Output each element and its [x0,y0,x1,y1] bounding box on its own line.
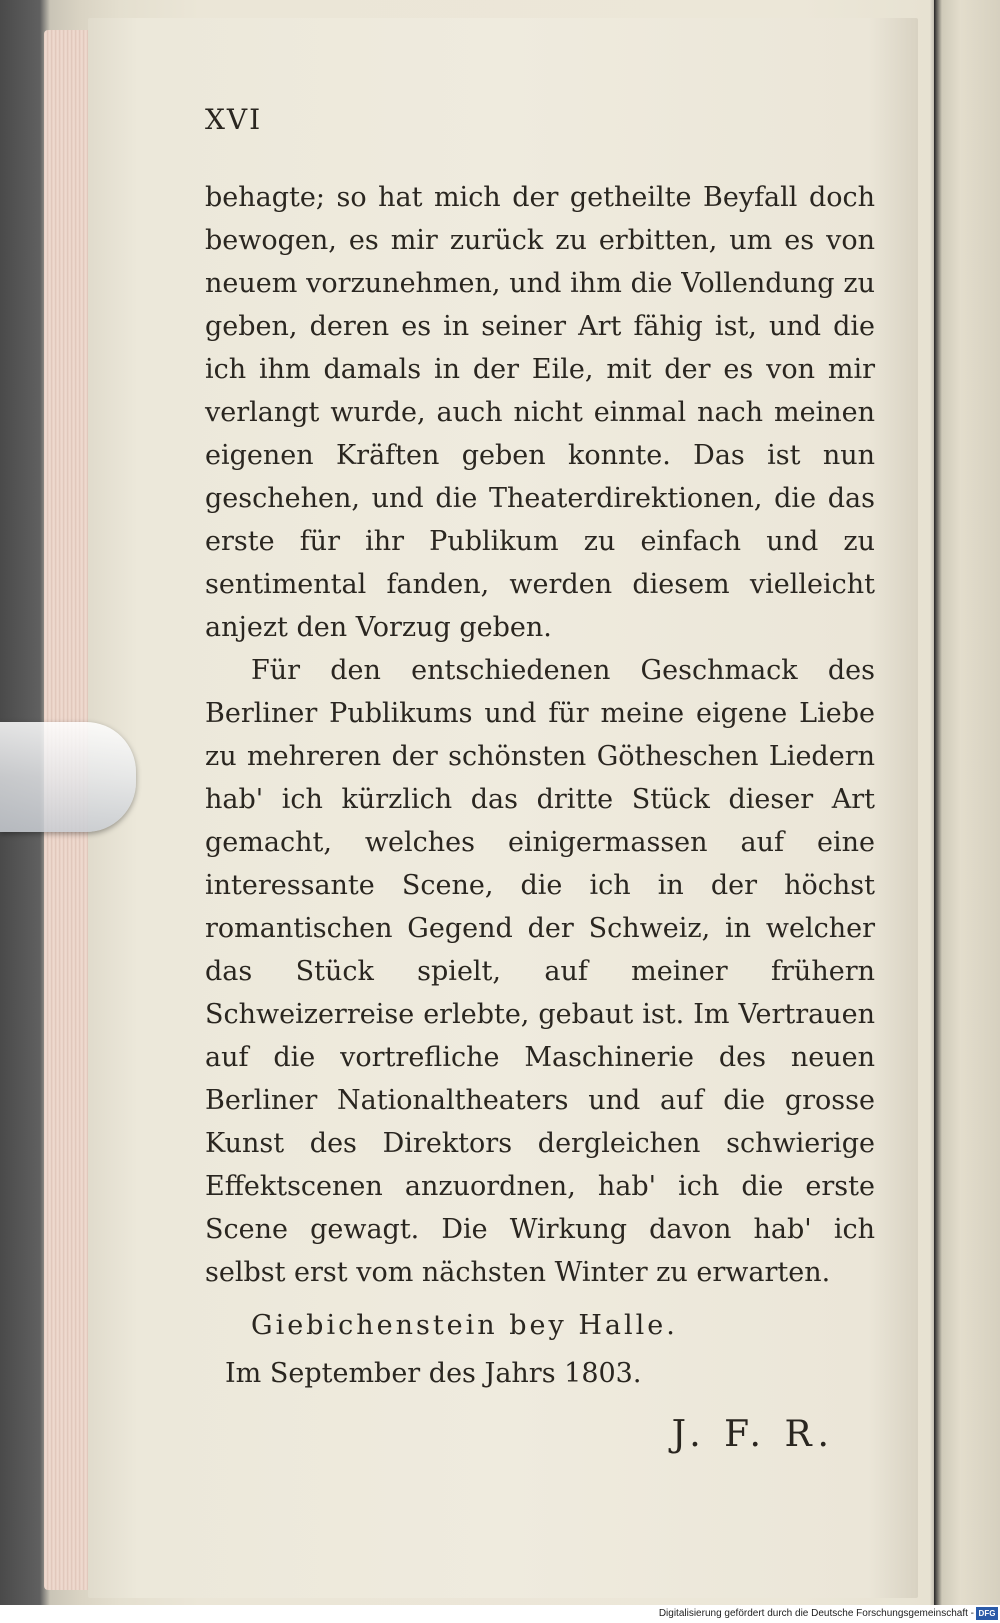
date-line: Im September des Jahrs 1803. [225,1358,642,1389]
page-clip [0,722,136,832]
paragraph-1: behagte; so hat mich der getheilte Beyfall doch bewogen, es mir zurück zu erbitten, um es von neuem vorzunehmen, und ihm die Vollendung zu geben, deren es in seiner Art fähig ist, und die ich ihm damals in der Eile, mit der es von mir verlangt wurde, auch nicht einmal nach meinen eigenen Kräften geben konnte. Das ist nun geschehen, und die Theaterdirektionen, die das erste für ihr Publikum zu einfach und zu sentimental fanden, werden diesem vielleicht anjezt den Vorzug geben. [205,182,875,643]
page-content [205,100,875,1460]
footer-credit: Digitalisierung gefördert durch die Deutsche Forschungsgemeinschaft - [658,1608,974,1619]
dfg-logo-icon: DFG [976,1607,998,1620]
place-line: Giebichenstein bey Halle. [251,1310,678,1341]
facing-page-edge [934,0,1000,1605]
body-text [205,176,875,1294]
signature-initials: J. F. R. [671,1414,835,1455]
paragraph-2: Für den entschiedenen Geschmack des Berliner Publikums und für meine eigene Liebe zu mehreren der schönsten Götheschen Liedern hab' ich kürzlich das dritte Stück dieser Art gemacht, welches einigermassen auf eine interessante Scene, die ich in der höchst romantischen Gegend der Schweiz, in welcher das Stück spielt, auf meiner frühern Schweizerreise erlebte, gebaut ist. Im Vertrauen auf die vortrefliche Maschinerie des neuen Berliner Nationaltheaters und auf die grosse Kunst des Direktors dergleichen schwierige Effektscenen anzuordnen, hab' ich die erste Scene gewagt. Die Wirkung davon hab' ich selbst erst vom nächsten Winter zu erwarten. [205,655,875,1288]
page-number: XVI [205,103,263,136]
